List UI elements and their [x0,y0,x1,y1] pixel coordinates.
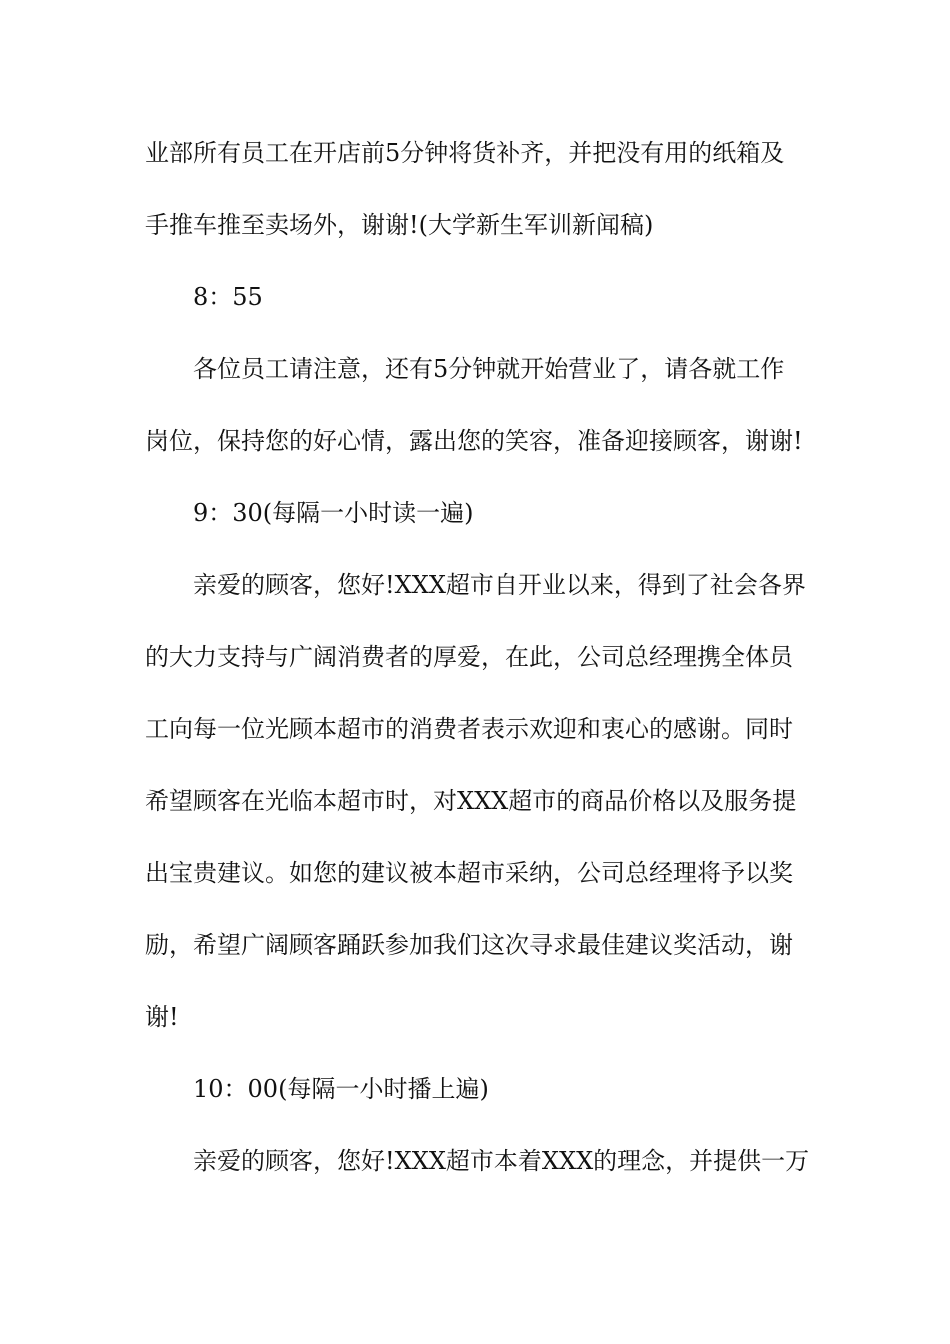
paragraph-line: 岗位，保持您的好心情，露出您的笑容，准备迎接顾客，谢谢! [145,427,803,455]
document-body [145,126,815,1206]
paragraph-line: 亲爱的顾客，您好!XXX超市自开业以来，得到了社会各界 [193,571,806,599]
paragraph-line: 励，希望广阔顾客踊跃参加我们这次寻求最佳建议奖活动，谢 [145,931,793,959]
paragraph-line: 亲爱的顾客，您好!XXX超市本着XXX的理念，并提供一万 [193,1147,810,1175]
paragraph-line: 出宝贵建议。如您的建议被本超市采纳，公司总经理将予以奖 [145,859,793,887]
paragraph-line: 手推车推至卖场外，谢谢!(大学新生军训新闻稿) [145,211,654,239]
time-heading: 10：00(每隔一小时播上遍) [193,1075,489,1103]
paragraph-line: 的大力支持与广阔消费者的厚爱，在此，公司总经理携全体员 [145,643,793,671]
time-heading: 9：30(每隔一小时读一遍) [193,499,474,527]
time-heading: 8：55 [193,283,263,311]
paragraph-line: 谢! [145,1003,179,1031]
paragraph-line: 业部所有员工在开店前5分钟将货补齐，并把没有用的纸箱及 [145,139,785,167]
paragraph-line: 工向每一位光顾本超市的消费者表示欢迎和衷心的感谢。同时 [145,715,793,743]
paragraph-line: 希望顾客在光临本超市时，对XXX超市的商品价格以及服务提 [145,787,797,815]
paragraph-line: 各位员工请注意，还有5分钟就开始营业了，请各就工作 [193,355,785,383]
